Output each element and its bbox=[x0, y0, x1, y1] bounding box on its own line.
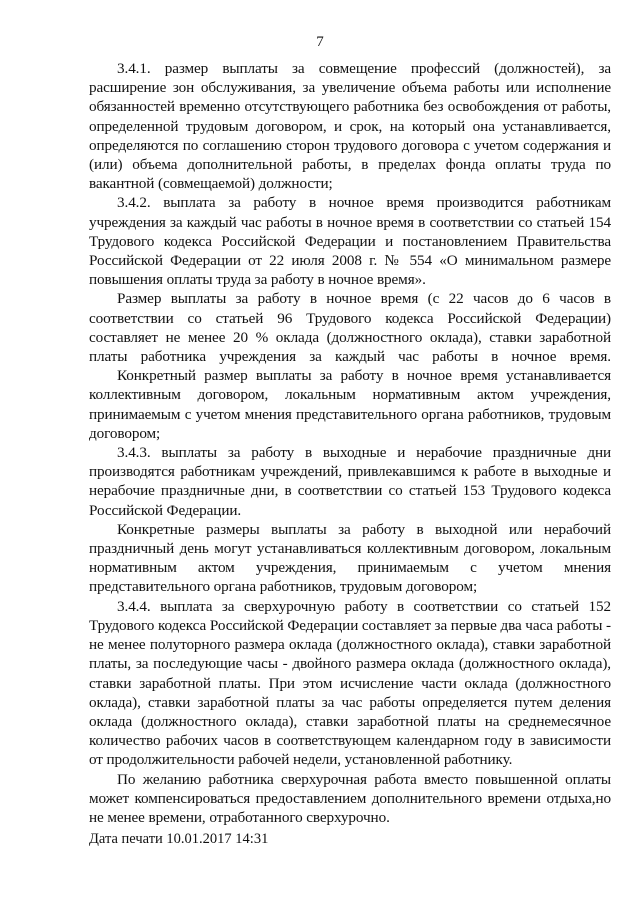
paragraph-3-4-1: 3.4.1. размер выплаты за совмещение профессий (должностей), за расширение зон обслуживания, за увеличение объема работы или исполнение обязанностей временно отсутствующего работника без освобождения от работы, определенной трудовым договором, и срок, на который она устанавливается, определяются по соглашению сторон трудового договора с учетом содержания и (или) объема дополнительной работы, в пределах фонда оплаты труда по вакантной (совмещаемой) должности; bbox=[89, 60, 611, 193]
document-body bbox=[89, 59, 611, 827]
page-number: 7 bbox=[316, 34, 324, 50]
paragraph-3-4-3: 3.4.3. выплаты за работу в выходные и нерабочие праздничные дни производятся работникам учреждений, привлекавшимся к работе в выходные и нерабочие праздничные дни, в соответствии со статьей 153 Трудового кодекса Российской Федерации. bbox=[89, 444, 611, 519]
paragraph-3-4-2: 3.4.2. выплата за работу в ночное время производится работникам учреждения за каждый час работы в ночное время в соответствии со статьей 154 Трудового кодекса Российской Федерации и постановлением Правительства Российской Федерации от 22 июля 2008 г. № 554 «О минимальном размере повышения оплаты труда за работу в ночное время». bbox=[89, 194, 611, 289]
paragraph-holiday-pay-specific: Конкретные размеры выплаты за работу в выходной или нерабочий праздничный день могут устанавливаться коллективным договором, локальным нормативным актом учреждения, принимаемым с учетом мнения представительного органа работников, трудовым договором; bbox=[89, 520, 611, 596]
paragraph-night-pay-size: Размер выплаты за работу в ночное время (с 22 часов до 6 часов в соответствии со статьей 96 Трудового кодекса Российской Федерации) составляет не менее 20 % оклада (должностного оклада), ставки заработной платы работника учреждения за каждый час работы в ночное время. bbox=[89, 290, 611, 366]
paragraph-overtime-compensation: По желанию работника сверхурочная работа вместо повышенной оплаты может компенсироваться предоставлением дополнительного времени отдыха,но не менее времени, отработанного сверхурочно. bbox=[89, 770, 611, 826]
paragraph-night-pay-specific: Конкретный размер выплаты за работу в ночное время устанавливается коллективным договором, локальным нормативным актом учреждения, принимаемым с учетом мнения представительного органа работников, трудовым договором; bbox=[89, 367, 611, 442]
paragraph-3-4-4: 3.4.4. выплата за сверхурочную работу в соответствии со статьей 152 Трудового кодекса Российской Федерации составляет за первые два часа работы - не менее полуторного размера оклада (должностного оклада), ставки заработной платы, за последующие часы - двойного размера оклада (должностного оклада), ставки заработной платы. При этом исчисление части оклада (должностного оклада), ставки заработной платы за час работы определяется путем деления оклада (должностного оклада), ставки заработной платы на среднемесячное количество рабочих часов в соответствующем календарном году в зависимости от продолжительности рабочей недели, установленной работнику. bbox=[89, 597, 611, 769]
print-date-footer: Дата печати 10.01.2017 14:31 bbox=[89, 831, 269, 847]
